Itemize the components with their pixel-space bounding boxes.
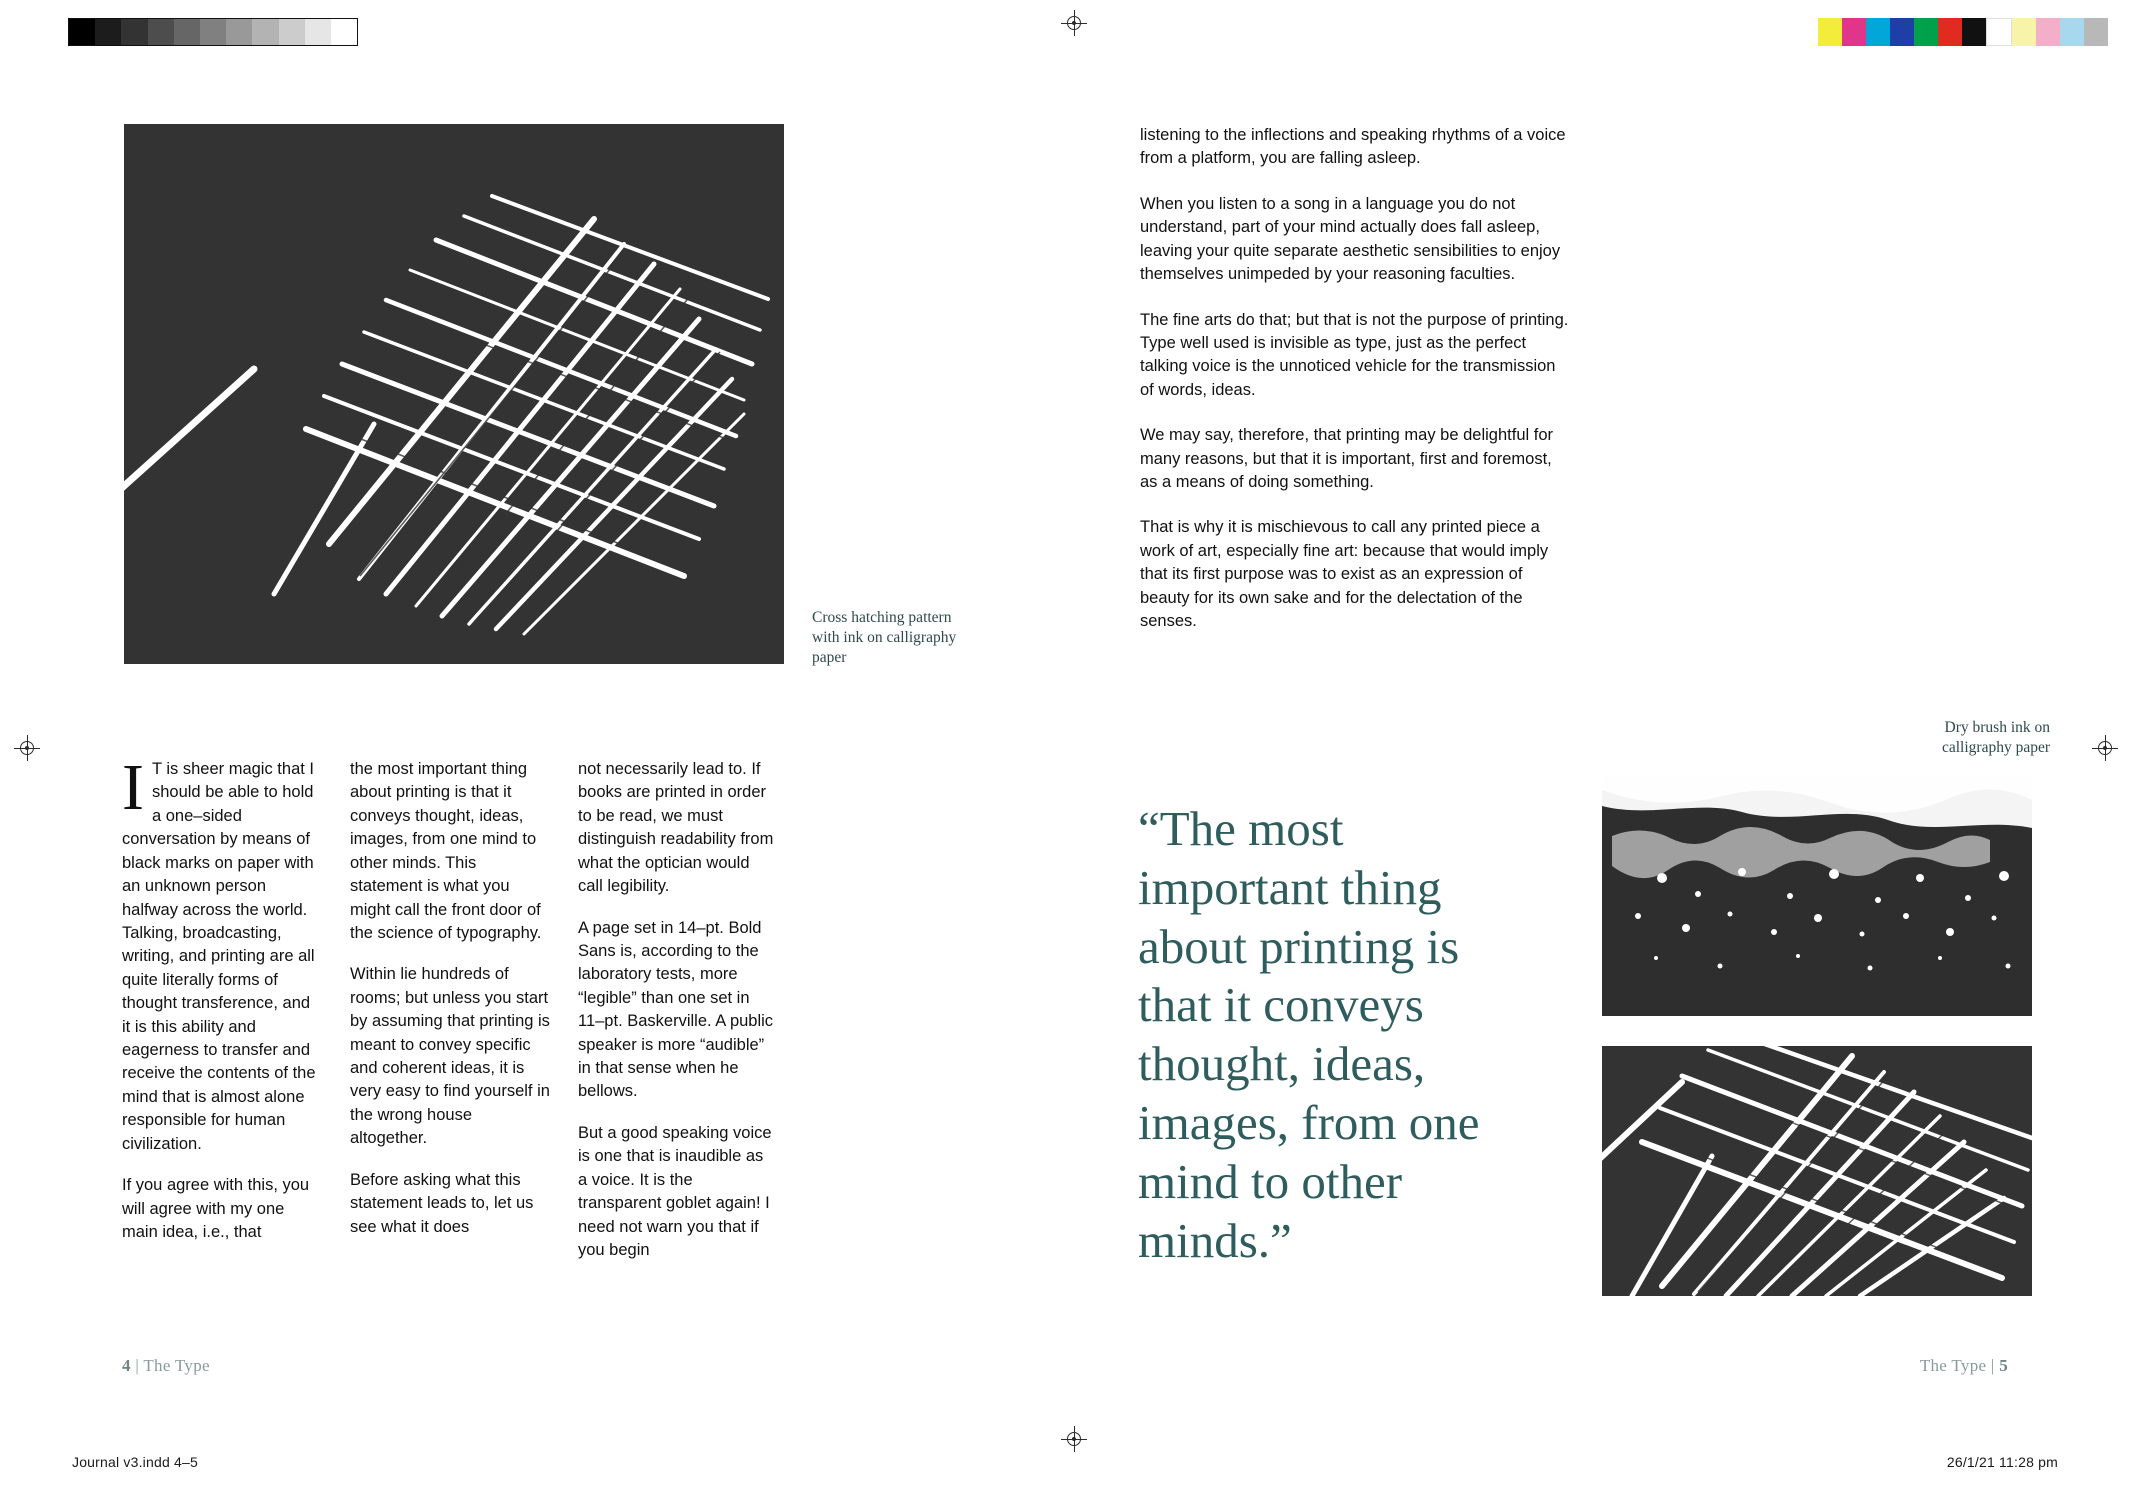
hero-image-caption: Cross hatching pattern with ink on calligraphy paper (812, 609, 957, 666)
folio-page-number: 4 (122, 1356, 131, 1375)
hero-crosshatch-image (124, 124, 784, 664)
color-calibration-bar (1818, 18, 2108, 46)
drybrush-ink-image (1602, 776, 2032, 1016)
pull-quote: “The most important thing about printing is that it conveys thought, ideas, images, from one mind to other minds.” (1138, 801, 1480, 1268)
body-paragraph: If you agree with this, you will agree with my one main idea, i.e., that (122, 1176, 310, 1242)
body-paragraph: listening to the inflections and speaking rhythms of a voice from a platform, you are falling asleep. (1140, 126, 1566, 168)
slug-timestamp: 26/1/21 11:28 pm (1946, 1454, 2058, 1470)
slug-filename: Journal v3.indd 4–5 (72, 1454, 198, 1470)
folio-separator: | (135, 1356, 140, 1375)
registration-mark-top-icon (1063, 12, 1085, 34)
body-column-3 (578, 758, 776, 1262)
registration-mark-left-icon (16, 737, 38, 759)
body-paragraph: We may say, therefore, that printing may be delightful for many reasons, but that it is important, first and foremost, as a means of doing something. (1140, 426, 1554, 492)
folio-title: The Type (1919, 1356, 1987, 1375)
crosshatch-detail-artwork (1602, 1046, 2032, 1296)
body-paragraph: When you listen to a song in a language you do not understand, part of your mind actually does fall asleep, leaving your quite separate aesthetic sensibilities to enjoy themselves unimpeded by your reasoning faculties. (1140, 194, 1561, 284)
body-paragraph: not necessarily lead to. If books are printed in order to be read, we must distinguish readability from what the optician would call legibility. (578, 760, 774, 896)
folio-right (1920, 1356, 2008, 1376)
body-paragraph: I T is sheer magic that I should be able to hold a one–sided conversation by means of black marks on paper with an unknown person halfway across the world. Talking, broadcasting, writing, and printing are all quite literally forms of thought transference, and it is this ability and eagerness to transfer and receive the contents of the mind that is almost alone responsible for human civilization. (122, 751, 316, 1153)
drybrush-image-caption: Dry brush ink on calligraphy paper (1941, 719, 2050, 756)
crosshatch-artwork (124, 124, 784, 664)
folio-page-number: 5 (1999, 1356, 2008, 1375)
folio-title: The Type (143, 1356, 210, 1375)
body-paragraph: A page set in 14–pt. Bold Sans is, according to the laboratory tests, more “legible” than one set in 11–pt. Baskerville. A public speaker is more “audible” in that sense when he bellows. (578, 918, 774, 1101)
body-column-2 (350, 758, 550, 1239)
crosshatch-detail-image (1602, 1046, 2032, 1296)
body-paragraph: the most important thing about printing is that it conveys thought, ideas, images, from one mind to other minds. This statement is what you might call the front door of the science of typography. (350, 760, 542, 942)
registration-mark-right-icon (2094, 737, 2116, 759)
body-column-1 (122, 751, 320, 1244)
body-paragraph: Before asking what this statement leads to, let us see what it does (350, 1170, 534, 1236)
folio-left (122, 1356, 210, 1376)
drybrush-artwork (1602, 776, 2032, 1016)
body-paragraph: But a good speaking voice is one that is inaudible as a voice. It is the transparent goblet again! I need not warn you that if you begin (578, 1123, 772, 1260)
grayscale-calibration-bar (68, 18, 358, 46)
right-body-column (1140, 124, 1572, 634)
folio-separator: | (1990, 1356, 1995, 1375)
body-paragraph: Within lie hundreds of rooms; but unless you start by assuming that printing is meant to convey specific and coherent ideas, it is very easy to find yourself in the wrong house altogether. (350, 965, 550, 1148)
registration-mark-bottom-icon (1063, 1428, 1085, 1450)
body-paragraph: That is why it is mischievous to call any printed piece a work of art, especially fine art: because that would imply that its first purpose was to exist as an expression of beauty for its own sake and for the delectation of the senses. (1140, 518, 1549, 631)
body-paragraph: The fine arts do that; but that is not the purpose of printing. Type well used is invisible as type, just as the perfect talking voice is the unnoticed vehicle for the transmission of words, ideas. (1140, 310, 1569, 399)
drop-cap: I (122, 751, 144, 824)
